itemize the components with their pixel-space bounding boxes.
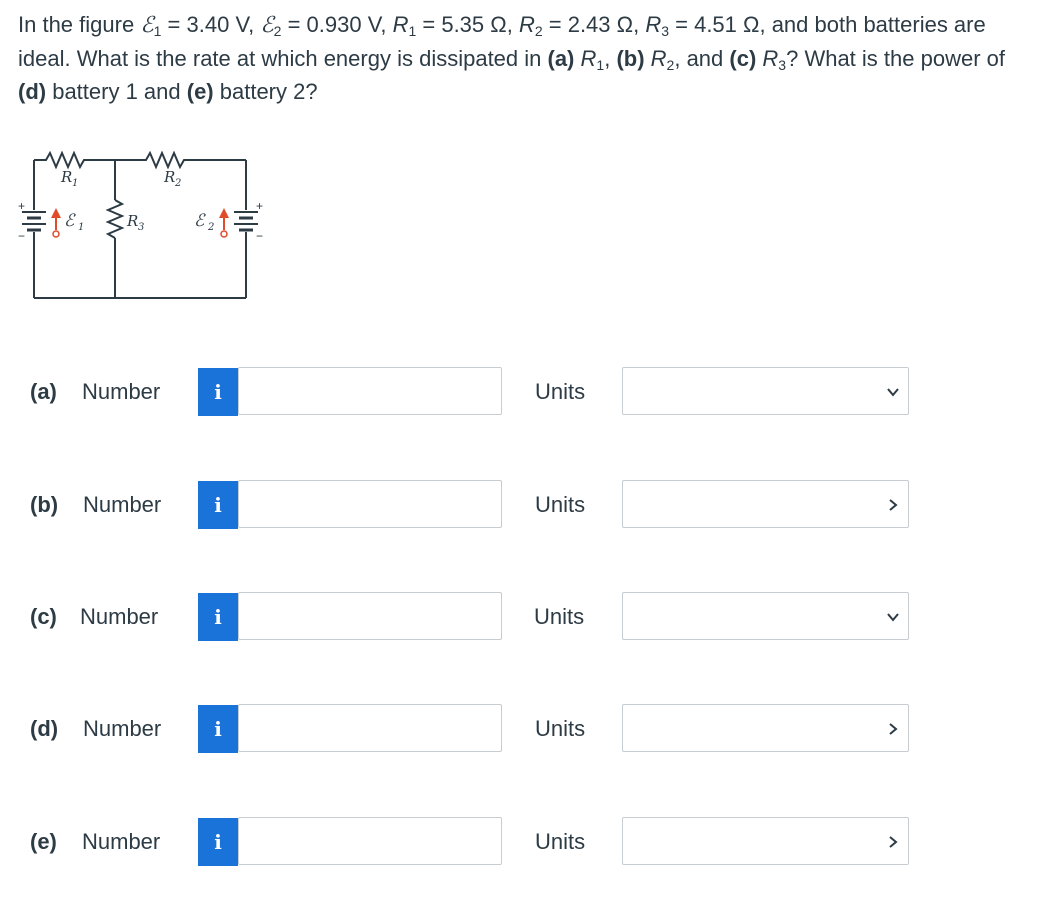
units-select-a[interactable]	[622, 367, 909, 415]
chevron-right-icon	[886, 835, 900, 849]
units-select-b[interactable]	[622, 480, 909, 528]
number-label: Number	[82, 379, 161, 404]
units-label: Units	[535, 716, 586, 741]
number-input-b[interactable]	[238, 480, 502, 528]
svg-text:2: 2	[208, 222, 215, 233]
answer-row-a	[0, 367, 1042, 417]
emf2-label: ℰ	[194, 211, 205, 231]
units-label: Units	[535, 492, 586, 517]
chevron-down-icon	[886, 610, 900, 624]
number-label: Number	[83, 716, 162, 741]
emf-symbol: ℰ	[140, 13, 154, 38]
r3-resistor	[108, 200, 122, 238]
emf2-arrow	[219, 208, 229, 237]
emf2-minus: −	[256, 229, 264, 243]
top-wire-r2	[126, 153, 246, 167]
answer-row-b	[0, 480, 1042, 530]
part-label: (c)	[30, 604, 57, 629]
emf1-plus: +	[18, 199, 26, 213]
number-input-c[interactable]	[238, 592, 502, 640]
emf-symbol: ℰ	[260, 13, 274, 38]
info-icon[interactable]: i	[198, 481, 238, 529]
part-label: (e)	[30, 829, 57, 854]
chevron-right-icon	[886, 498, 900, 512]
number-label: Number	[80, 604, 159, 629]
units-select-c[interactable]	[622, 592, 909, 640]
svg-text:2: 2	[175, 178, 182, 189]
r2-label: R	[164, 168, 176, 186]
info-icon[interactable]: i	[198, 593, 238, 641]
answer-row-d	[0, 704, 1042, 754]
number-label: Number	[82, 829, 161, 854]
units-select-e[interactable]	[622, 817, 909, 865]
number-label: Number	[83, 492, 162, 517]
svg-text:3: 3	[138, 222, 145, 233]
part-label: (d)	[30, 716, 59, 741]
svg-text:1: 1	[78, 222, 85, 233]
r3-label: R	[127, 212, 139, 230]
r1-label: R	[61, 168, 73, 186]
chevron-down-icon	[886, 385, 900, 399]
chevron-right-icon	[886, 722, 900, 736]
number-input-d[interactable]	[238, 704, 502, 752]
info-icon[interactable]: i	[198, 705, 238, 753]
units-select-d[interactable]	[622, 704, 909, 752]
units-label: Units	[535, 379, 586, 404]
emf2-plus: +	[256, 199, 264, 213]
svg-text:1: 1	[72, 178, 79, 189]
number-input-a[interactable]	[238, 367, 502, 415]
info-icon[interactable]: i	[198, 818, 238, 866]
emf1-label: ℰ	[64, 211, 75, 231]
top-wire	[34, 153, 126, 167]
units-label: Units	[534, 604, 585, 629]
circuit-diagram	[18, 140, 268, 305]
part-label: (a)	[30, 379, 57, 404]
answer-row-c	[0, 592, 1042, 642]
part-label: (b)	[30, 492, 59, 517]
question-text: In the figure ℰ$_1$ = 3.40 V, ℰ$_2$ = 0.930 V, $R_1 = 5.35$ Ω, $R_2 = 2.43$ Ω, $R_3 = 4.51$ Ω, and both batteries are ideal. What is the rate at which energy is dissipated in (a) $R_1$, (b) $R_2$, and (c) $R_3$? What is the power of (d) battery 1 and (e) battery 2?	[18, 12, 1005, 104]
emf1-arrow	[51, 208, 61, 237]
emf1-minus: −	[18, 229, 26, 243]
info-icon[interactable]: i	[198, 368, 238, 416]
answer-row-e	[0, 817, 1042, 867]
number-input-e[interactable]	[238, 817, 502, 865]
units-label: Units	[535, 829, 586, 854]
